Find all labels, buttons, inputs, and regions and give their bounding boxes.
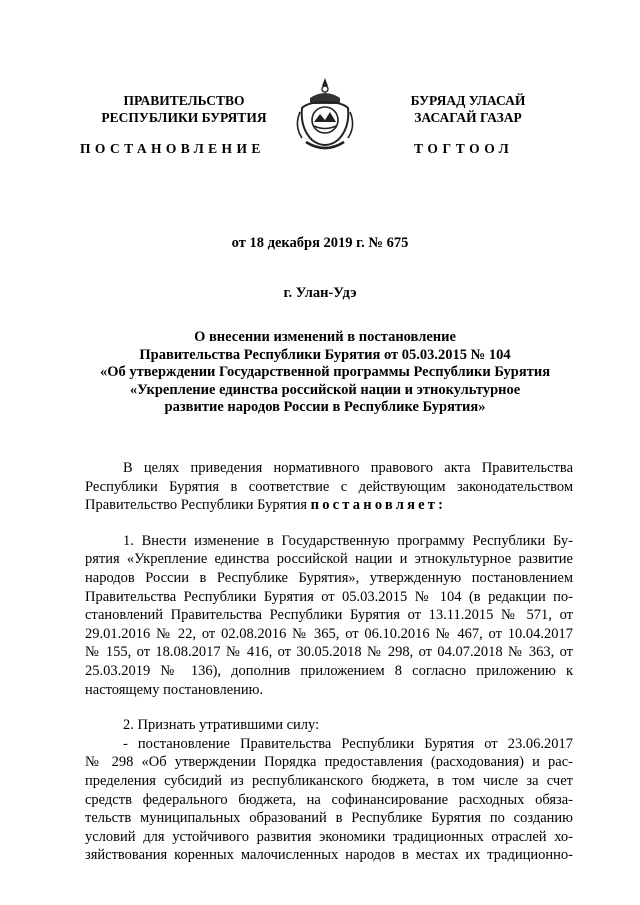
text-line: 29.01.2016 № 22, от 02.08.2016 № 365, от 06.10.2016 № 467, от 10.04.2017 xyxy=(85,625,573,642)
issuer-line: БУРЯАД УЛАСАЙ xyxy=(410,93,526,108)
resolution-keyword: постановляет: xyxy=(310,497,447,514)
doc-type-russian: ПОСТАНОВЛЕНИЕ xyxy=(80,141,265,156)
text-line: 2. Признать утратившими силу: xyxy=(123,717,320,734)
text-line: № 298 «Об утверждении Порядка предоставления (расходования) и рас- xyxy=(85,754,573,771)
title-line: «Укрепление единства российской нации и этнокультурное xyxy=(129,381,521,398)
text-line: 25.03.2019 № 136), дополнив приложением 8 согласно приложению к xyxy=(85,662,573,679)
issuer-line: ПРАВИТЕЛЬСТВО xyxy=(123,93,245,108)
text-line: пределения субсидий из республиканского бюджета, в том числе за счет xyxy=(85,772,573,789)
intro-paragraph xyxy=(85,459,573,515)
text-line: средств федерального бюджета, на софинансирование расходных обяза- xyxy=(85,791,573,808)
text-line: В целях приведения нормативного правового акта Правительства xyxy=(123,460,573,476)
document-date-number: от 18 декабря 2019 г. № 675 xyxy=(231,235,409,251)
text-line: - постановление Правительства Республики Бурятия от 23.06.2017 xyxy=(123,735,573,752)
document-body xyxy=(85,459,573,865)
buryatia-coat-of-arms-icon xyxy=(292,74,358,154)
text-line: условий для устойчивого развития экономики традиционных отраслей хо- xyxy=(85,828,573,845)
title-line: развитие народов России в Республике Бурятия» xyxy=(164,399,486,415)
issuer-line: ЗАСАГАЙ ГАЗАР xyxy=(414,110,522,125)
text-line: становлений Правительства Республики Бурятия от 13.11.2015 № 571, от xyxy=(85,607,573,624)
text-line: Правительства Республики Бурятия от 05.03.2015 № 104 (в редакции по- xyxy=(85,588,573,605)
text-fragment: Правительство Республики Бурятия xyxy=(85,497,308,514)
text-line: народов России в Республике Бурятия», утвержденную постановлением xyxy=(85,569,573,586)
document-title xyxy=(70,329,580,417)
text-line: тельств муниципальных образований в Республике Бурятия по созданию xyxy=(85,810,573,827)
text-line: рятия «Укрепление единства российской нации и этнокультурное развитие xyxy=(85,551,573,568)
title-line: Правительства Республики Бурятия от 05.03.2015 № 104 xyxy=(139,346,511,363)
issuer-name-buryat xyxy=(380,92,556,126)
doc-type-buryat: ТОГТООЛ xyxy=(414,141,514,156)
text-line: Республики Бурятия в соответствие с действующим законодательством xyxy=(85,478,573,495)
text-line: зяйствования коренных малочисленных народов в местах их традиционно- xyxy=(85,847,573,864)
title-line: «Об утверждении Государственной программы Республики Бурятия xyxy=(99,364,551,380)
issuer-name-russian xyxy=(86,92,282,126)
text-line: 1. Внести изменение в Государственную программу Республики Бу- xyxy=(123,532,573,549)
text-line: настоящему постановлению. xyxy=(85,681,264,698)
title-line: О внесении изменений в постановление xyxy=(194,329,456,345)
text-line: № 155, от 18.08.2017 № 416, от 30.05.2018 № 298, от 04.07.2018 № 363, от xyxy=(85,644,573,661)
item-1-paragraph xyxy=(85,532,573,699)
item-2-paragraph xyxy=(85,716,573,865)
text-line xyxy=(85,496,573,515)
document-city: г. Улан-Удэ xyxy=(283,285,357,301)
issuer-line: РЕСПУБЛИКИ БУРЯТИЯ xyxy=(101,110,267,125)
